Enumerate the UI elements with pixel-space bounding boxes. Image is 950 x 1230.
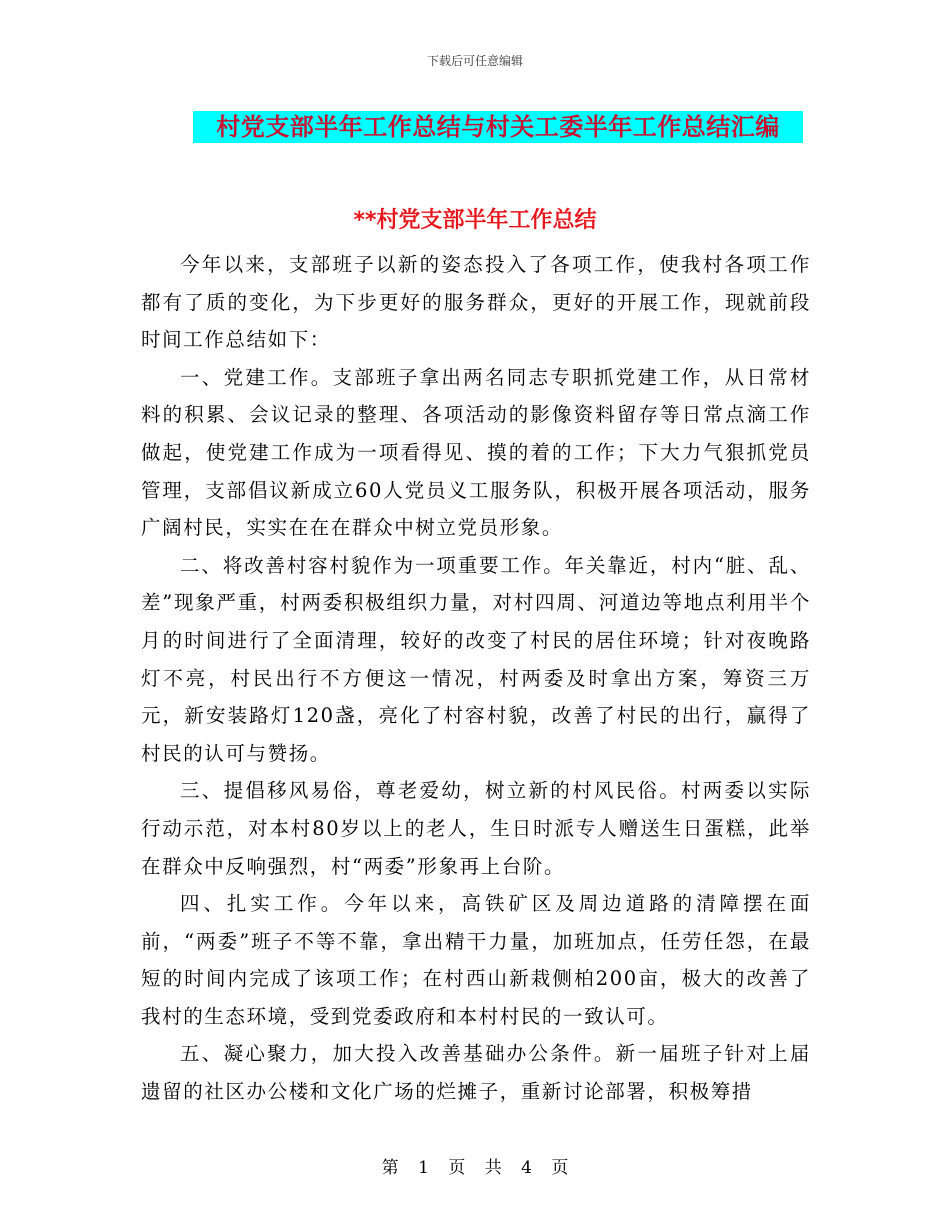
paragraph-solid-work: 四、扎实工作。今年以来，高铁矿区及周边道路的清障摆在面前，“两委”班子不等不靠，拿出精干力量，加班加点，任劳任怨，在最短的时间内完成了该项工作；在村西山新栽侧柏200亩，极大的改善了我村的生态环境，受到党委政府和本村村民的一致认可。 — [141, 892, 811, 1028]
current-page-number: 1 — [418, 1158, 429, 1178]
paragraph-office-conditions: 五、凝心聚力，加大投入改善基础办公条件。新一届班子针对上届遗留的社区办公楼和文化广场的烂摊子，重新讨论部署，积极筹措 — [141, 1042, 811, 1104]
paragraph-customs: 三、提倡移风易俗，尊老爱幼，树立新的村风民俗。村两委以实际行动示范，对本村80岁以上的老人，生日时派专人赠送生日蛋糕，此举在群众中反响强烈，村“两委”形象再上台阶。 — [141, 779, 811, 878]
page-prefix: 第 — [381, 1158, 399, 1178]
paragraph-party-building: 一、党建工作。支部班子拿出两名同志专职抓党建工作，从日常材料的积累、会议记录的整理、各项活动的影像资料留存等日常点滴工作做起，使党建工作成为一项看得见、摸的着的工作；下大力气狠抓党员管理，支部倡议新成立60人党员义工服务队，积极开展各项活动，服务广阔村民，实实在在在群众中树立党员形象。 — [141, 365, 811, 540]
total-pages-number: 4 — [521, 1158, 532, 1178]
section-title: **村党支部半年工作总结 — [353, 208, 597, 233]
paragraph-intro: 今年以来，支部班子以新的姿态投入了各项工作，使我村各项工作都有了质的变化，为下步更好的服务群众，更好的开展工作，现就前段时间工作总结如下： — [141, 253, 811, 352]
page-label: 页 — [448, 1158, 466, 1178]
total-prefix: 共 — [484, 1158, 502, 1178]
document-title: 村党支部半年工作总结与村关工委半年工作总结汇编 — [193, 111, 803, 143]
header-note: 下载后可任意编辑 — [426, 54, 523, 68]
page-footer — [0, 1153, 950, 1178]
paragraph-village-appearance: 二、将改善村容村貌作为一项重要工作。年关靠近，村内“脏、乱、差”现象严重，村两委积极组织力量，对村四周、河道边等地点利用半个月的时间进行了全面清理，较好的改变了村民的居住环境；针对夜晚路灯不亮，村民出行不方便这一情况，村两委及时拿出方案，筹资三万元，新安装路灯120盏，亮化了村容村貌，改善了村民的出行，赢得了村民的认可与赞扬。 — [141, 553, 811, 765]
total-label: 页 — [551, 1158, 569, 1178]
document-body — [141, 246, 811, 1111]
